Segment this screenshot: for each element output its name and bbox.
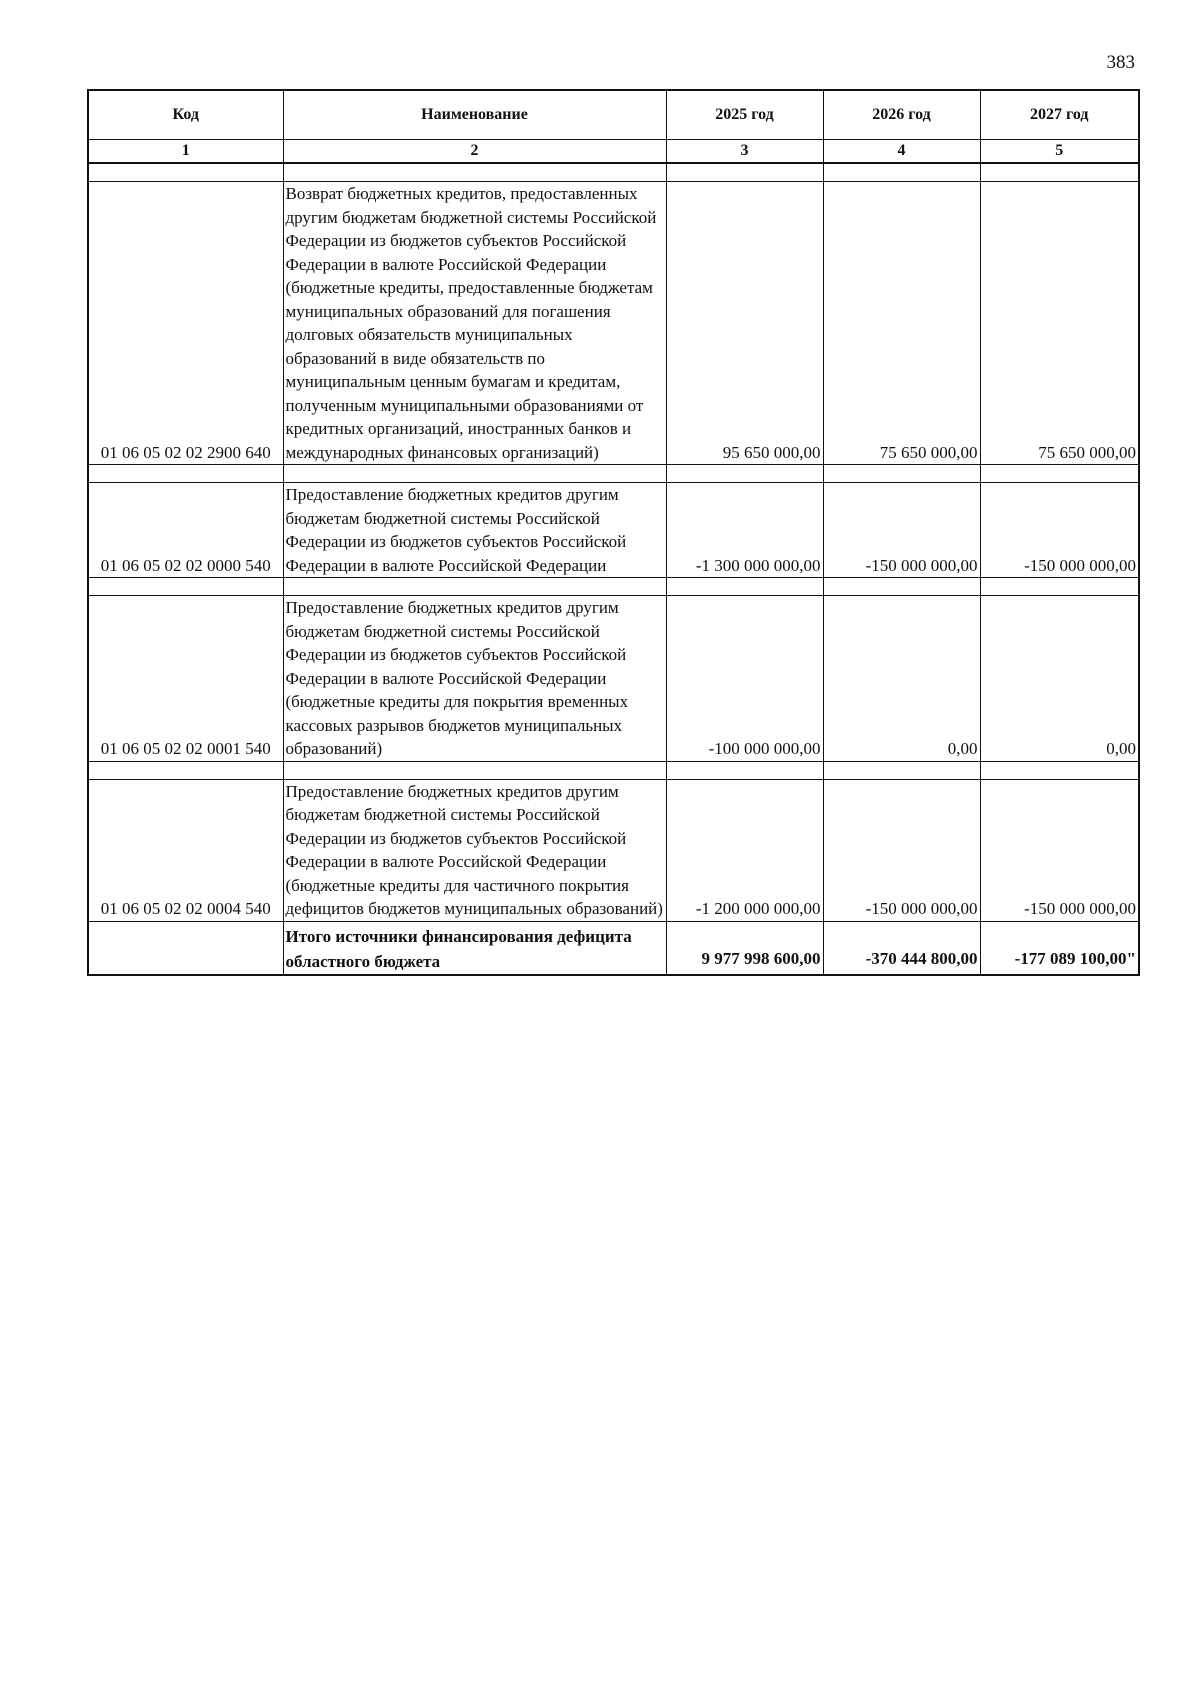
row-name: Возврат бюджетных кредитов, предоставленных другим бюджетам бюджетной системы Российской Федерации из бюджетов субъектов Российской Федерации в валюте Российской Федерации (бюджетные кредиты, предоставленные бюджетам муниципальных образований для погашения долговых обязательств муниципальных образований в виде обязательств по муниципальным ценным бумагам и кредитам, полученным муниципальными образованиями от кредитных организаций, иностранных банков и международных финансовых организаций) <box>283 182 666 465</box>
amount-2025: 95 650 000,00 <box>666 182 823 465</box>
amount-2025: -1 300 000 000,00 <box>666 483 823 578</box>
row-name: Предоставление бюджетных кредитов другим бюджетам бюджетной системы Российской Федерации из бюджетов субъектов Российской Федерации в валюте Российской Федерации (бюджетные кредиты для покрытия временных кассовых разрывов бюджетов муниципальных образований) <box>283 596 666 762</box>
amount-2025: -100 000 000,00 <box>666 596 823 762</box>
page-number: 383 <box>1106 52 1135 73</box>
financing-sources-table <box>87 89 1140 976</box>
row-code: 01 06 05 02 02 0004 540 <box>88 779 283 921</box>
total-name: Итого источники финансирования дефицита областного бюджета <box>283 921 666 975</box>
amount-2026: 0,00 <box>823 596 980 762</box>
amount-2027: -150 000 000,00 <box>980 483 1139 578</box>
spacer-row <box>88 465 1139 483</box>
amount-2027: 75 650 000,00 <box>980 182 1139 465</box>
spacer-row <box>88 761 1139 779</box>
amount-2026: 75 650 000,00 <box>823 182 980 465</box>
amount-2026: -150 000 000,00 <box>823 779 980 921</box>
header-2025: 2025 год <box>666 90 823 140</box>
column-number: 2 <box>283 140 666 164</box>
row-code: 01 06 05 02 02 2900 640 <box>88 182 283 465</box>
amount-2027: -150 000 000,00 <box>980 779 1139 921</box>
row-code: 01 06 05 02 02 0001 540 <box>88 596 283 762</box>
amount-2027: 0,00 <box>980 596 1139 762</box>
total-2027: -177 089 100,00" <box>980 921 1139 975</box>
row-code: 01 06 05 02 02 0000 540 <box>88 483 283 578</box>
column-number: 4 <box>823 140 980 164</box>
amount-2025: -1 200 000 000,00 <box>666 779 823 921</box>
row-name: Предоставление бюджетных кредитов другим бюджетам бюджетной системы Российской Федерации из бюджетов субъектов Российской Федерации в валюте Российской Федерации <box>283 483 666 578</box>
spacer-row <box>88 578 1139 596</box>
spacer-row <box>88 163 1139 182</box>
total-2025: 9 977 998 600,00 <box>666 921 823 975</box>
total-row <box>88 921 1139 975</box>
table-row <box>88 483 1139 578</box>
header-2026: 2026 год <box>823 90 980 140</box>
header-row <box>88 90 1139 140</box>
column-number: 1 <box>88 140 283 164</box>
header-name: Наименование <box>283 90 666 140</box>
table-row <box>88 182 1139 465</box>
total-code <box>88 921 283 975</box>
total-2026: -370 444 800,00 <box>823 921 980 975</box>
table-row <box>88 779 1139 921</box>
table-row <box>88 596 1139 762</box>
amount-2026: -150 000 000,00 <box>823 483 980 578</box>
header-2027: 2027 год <box>980 90 1139 140</box>
column-number: 3 <box>666 140 823 164</box>
row-name: Предоставление бюджетных кредитов другим бюджетам бюджетной системы Российской Федерации из бюджетов субъектов Российской Федерации в валюте Российской Федерации (бюджетные кредиты для частичного покрытия дефицитов бюджетов муниципальных образований) <box>283 779 666 921</box>
column-number: 5 <box>980 140 1139 164</box>
header-code: Код <box>88 90 283 140</box>
column-number-row <box>88 140 1139 164</box>
